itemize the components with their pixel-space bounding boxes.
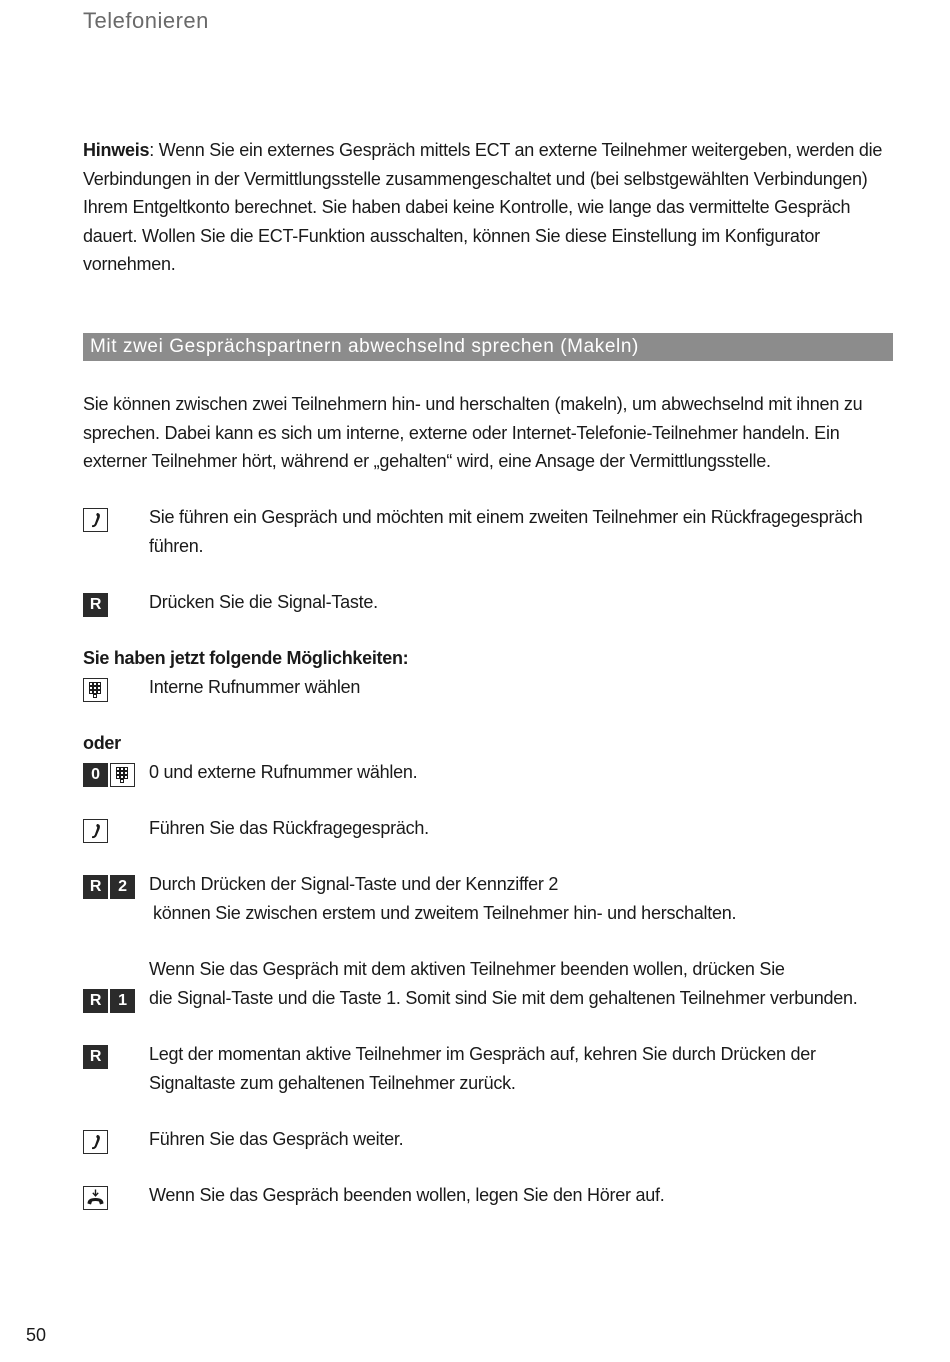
step-dial-internal (83, 673, 898, 702)
step-return-held (83, 1040, 898, 1097)
or-label: oder (83, 733, 121, 753)
keypad-icon (110, 763, 135, 787)
section-intro: Sie können zwischen zwei Teilnehmern hin- und herschalten (makeln), um abwechselnd mit ihnen zu sprechen. Dabei kann es sich um interne, externe oder Internet-Telefonie-Teilnehmer handeln. Ein externer Teilnehmer hört, während er „gehalten“ wird, eine Ansage der Vermittlungsstelle. (83, 394, 863, 471)
handset-icon (83, 1130, 108, 1154)
two-key: 2 (110, 875, 135, 899)
r-key: R (83, 1045, 108, 1069)
step-inquiry-call (83, 814, 898, 843)
hint-text: : Wenn Sie ein externes Gespräch mittels ECT an externe Teilnehmer weitergeben, werden die Verbindungen in der Vermittlungsstelle zusammengeschaltet und (bei selbstgewählten Verbindungen) Ihrem Entgeltkonto berechnet. Sie haben dabei keine Kontrolle, wie lange das vermittelte Gespräch dauert. Wollen Sie die ECT-Funktion ausschalten, können Sie diese Einstellung im Konfigurator vornehmen. (83, 140, 883, 274)
hint-label: Hinweis (83, 140, 150, 160)
options-label: Sie haben jetzt folgende Möglichkeiten: (83, 648, 409, 668)
r-key: R (83, 989, 108, 1013)
step-start-call (83, 503, 898, 560)
handset-icon (83, 819, 108, 843)
step-text-line1: Durch Drücken der Signal-Taste und der Kennziffer 2 (149, 874, 559, 894)
zero-key: 0 (83, 763, 108, 787)
step-press-signal (83, 588, 898, 617)
step-text-line1: Wenn Sie das Gespräch mit dem aktiven Teilnehmer beenden wollen, drücken Sie (149, 959, 785, 979)
step-hang-up (83, 1181, 898, 1210)
step-text: Legt der momentan aktive Teilnehmer im Gespräch auf, kehren Sie durch Drücken der Signaltaste zum gehaltenen Teilnehmer zurück. (149, 1044, 816, 1093)
one-key: 1 (110, 989, 135, 1013)
step-text-line2: die Signal-Taste und die Taste 1. Somit sind Sie mit dem gehaltenen Teilnehmer verbunden. (149, 987, 858, 1008)
step-text: Interne Rufnummer wählen (149, 677, 361, 697)
step-end-active (83, 955, 898, 1012)
r-key: R (83, 875, 108, 899)
section-heading: Mit zwei Gesprächspartnern abwechselnd sprechen (Makeln) (83, 333, 893, 361)
step-text: 0 und externe Rufnummer wählen. (149, 762, 418, 782)
hint-paragraph (83, 136, 898, 279)
running-title: Telefonieren (83, 8, 209, 33)
step-continue-call (83, 1125, 898, 1154)
keypad-icon (83, 678, 108, 702)
step-text-line2: können Sie zwischen erstem und zweitem Teilnehmer hin- und herschalten. (153, 902, 737, 923)
step-text: Wenn Sie das Gespräch beenden wollen, legen Sie den Hörer auf. (149, 1185, 665, 1205)
step-text: Sie führen ein Gespräch und möchten mit einem zweiten Teilnehmer ein Rückfragegespräch führen. (149, 507, 863, 556)
step-dial-external (83, 758, 898, 787)
handset-icon (83, 508, 108, 532)
step-text: Drücken Sie die Signal-Taste. (149, 592, 378, 612)
step-text: Führen Sie das Gespräch weiter. (149, 1129, 404, 1149)
step-text: Führen Sie das Rückfragegespräch. (149, 818, 429, 838)
r-key: R (83, 593, 108, 617)
step-toggle-parties (83, 870, 898, 927)
page-number: 50 (26, 1325, 47, 1345)
hang-up-icon (83, 1186, 108, 1210)
